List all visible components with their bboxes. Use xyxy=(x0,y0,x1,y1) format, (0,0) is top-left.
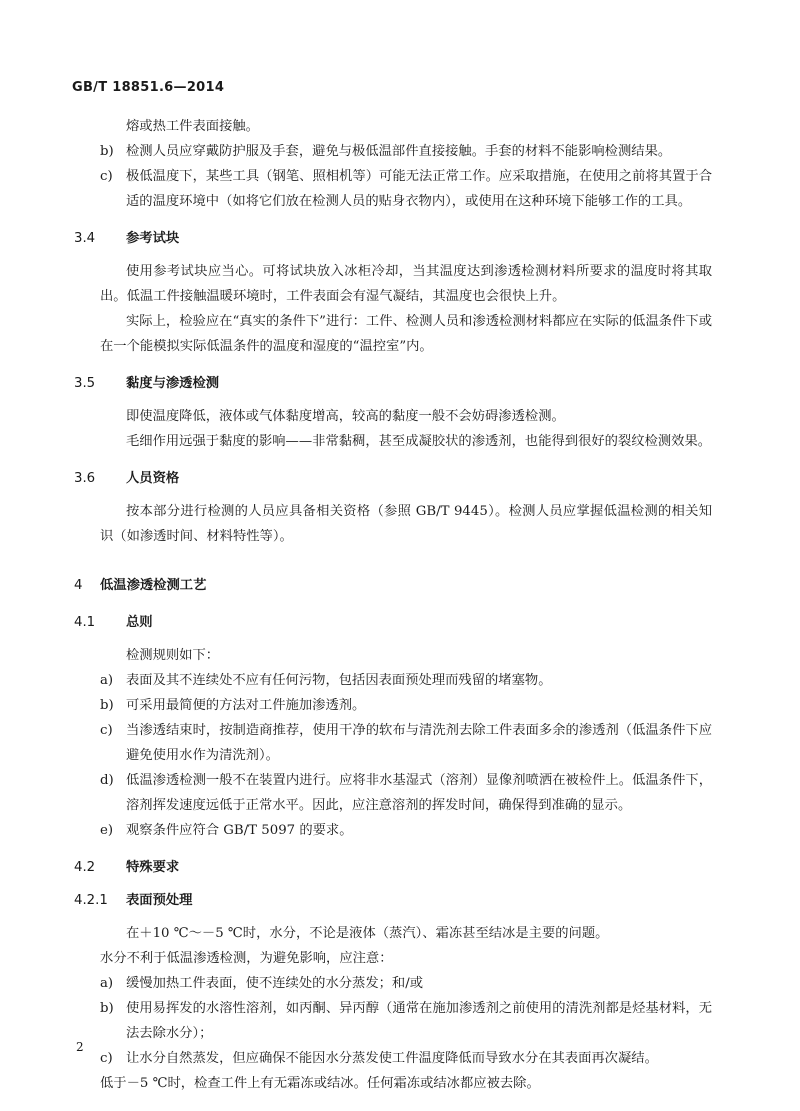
section-heading-3-5 xyxy=(74,371,712,396)
section-number: 4.1 xyxy=(74,615,96,630)
list-item xyxy=(100,164,712,214)
list-text: 当渗透结束时，按制造商推荐，使用干净的软布与清洗剂去除工件表面多余的渗透剂（低温条件下应避免使用水作为清洗剂）。 xyxy=(126,723,712,763)
list-text: 让水分自然蒸发，但应确保不能因水分蒸发使工件温度降低而导致水分在其表面再次凝结。 xyxy=(126,1051,658,1066)
section-heading-3-6 xyxy=(74,466,712,491)
section-title: 特殊要求 xyxy=(126,860,180,875)
list-item xyxy=(100,718,712,768)
paragraph: 在＋10 ℃～－5 ℃时，水分，不论是液体（蒸汽）、霜冻甚至结冰是主要的问题。 xyxy=(126,926,609,941)
list-text: 检测人员应穿戴防护服及手套，避免与极低温部件直接接触。手套的材料不能影响检测结果。 xyxy=(126,144,672,159)
section-title: 低温渗透检测工艺 xyxy=(100,578,207,593)
section-title: 参考试块 xyxy=(126,231,180,246)
page-number: 2 xyxy=(76,1040,84,1054)
list-text: 表面及其不连续处不应有任何污物，包括因表面预处理而残留的堵塞物。 xyxy=(126,673,552,688)
section-title: 黏度与渗透检测 xyxy=(126,376,220,391)
section-number: 4.2.1 xyxy=(74,893,108,908)
paragraph: 水分不利于低温渗透检测，为避免影响，应注意： xyxy=(100,951,393,966)
continuation-text: 熔或热工件表面接触。 xyxy=(126,119,259,134)
list-marker: e) xyxy=(100,823,114,838)
list-item xyxy=(100,693,712,718)
list-item xyxy=(100,971,712,996)
paragraph: 实际上，检验应在“真实的条件下”进行：工件、检测人员和渗透检测材料都应在实际的低温条件下或在一个能模拟实际低温条件的温度和湿度的“温控室”内。 xyxy=(100,314,712,354)
list-marker: b) xyxy=(100,698,114,713)
list-marker: c) xyxy=(100,1051,113,1066)
paragraph: 低于－5 ℃时，检查工件上有无霜冻或结冰。任何霜冻或结冰都应被去除。 xyxy=(100,1076,540,1091)
section-number: 3.6 xyxy=(74,471,96,486)
paragraph: 使用参考试块应当心。可将试块放入冰柜冷却，当其温度达到渗透检测材料所要求的温度时将其取出。低温工件接触温暖环境时，工件表面会有湿气凝结，其温度也会很快上升。 xyxy=(100,264,712,304)
list-item xyxy=(100,1046,712,1071)
section-number: 4.2 xyxy=(74,860,96,875)
section-heading-4-2 xyxy=(74,855,712,880)
list-marker: a) xyxy=(100,976,114,991)
section-title: 总则 xyxy=(126,615,153,630)
list-marker: c) xyxy=(100,723,113,738)
list-item xyxy=(100,768,712,818)
list-marker: d) xyxy=(100,773,114,788)
section-heading-3-4 xyxy=(74,226,712,251)
list-text: 可采用最简便的方法对工件施加渗透剂。 xyxy=(126,698,366,713)
list-text: 低温渗透检测一般不在装置内进行。应将非水基湿式（溶剂）显像剂喷洒在被检件上。低温条件下，溶剂挥发速度远低于正常水平。因此，应注意溶剂的挥发时间，确保得到准确的显示。 xyxy=(126,773,712,813)
section-number: 3.4 xyxy=(74,231,96,246)
section-heading-4 xyxy=(74,573,712,598)
list-marker: b) xyxy=(100,144,114,159)
paragraph: 毛细作用远强于黏度的影响——非常黏稠，甚至成凝胶状的渗透剂，也能得到很好的裂纹检测效果。 xyxy=(126,434,712,449)
section-heading-4-2-1 xyxy=(74,888,712,913)
list-item xyxy=(100,996,712,1046)
section-title: 表面预处理 xyxy=(126,893,193,908)
paragraph: 即使温度降低，液体或气体黏度增高，较高的黏度一般不会妨碍渗透检测。 xyxy=(126,409,565,424)
list-text: 缓慢加热工件表面，使不连续处的水分蒸发；和/或 xyxy=(126,976,424,991)
list-marker: b) xyxy=(100,1001,114,1016)
paragraph: 按本部分进行检测的人员应具备相关资格（参照 GB/T 9445）。检测人员应掌握低温检测的相关知识（如渗透时间、材料特性等）。 xyxy=(100,504,712,544)
section-heading-4-1 xyxy=(74,610,712,635)
list-text: 极低温度下，某些工具（钢笔、照相机等）可能无法正常工作。应采取措施，在使用之前将其置于合适的温度环境中（如将它们放在检测人员的贴身衣物内），或使用在这种环境下能够工作的工具。 xyxy=(126,169,712,209)
section-number: 4 xyxy=(74,578,83,593)
section-number: 3.5 xyxy=(74,376,96,391)
list-item xyxy=(100,139,712,164)
section-title: 人员资格 xyxy=(126,471,180,486)
standard-number: GB/T 18851.6—2014 xyxy=(72,80,225,95)
list-item xyxy=(100,818,712,843)
list-marker: a) xyxy=(100,673,114,688)
list-text: 观察条件应符合 GB/T 5097 的要求。 xyxy=(126,823,353,838)
paragraph: 检测规则如下： xyxy=(126,648,220,663)
list-item xyxy=(100,668,712,693)
list-marker: c) xyxy=(100,169,113,184)
document-body xyxy=(74,114,712,1096)
list-text: 使用易挥发的水溶性溶剂，如丙酮、异丙醇（通常在施加渗透剂之前使用的清洗剂都是烃基材料，无法去除水分）； xyxy=(126,1001,712,1041)
